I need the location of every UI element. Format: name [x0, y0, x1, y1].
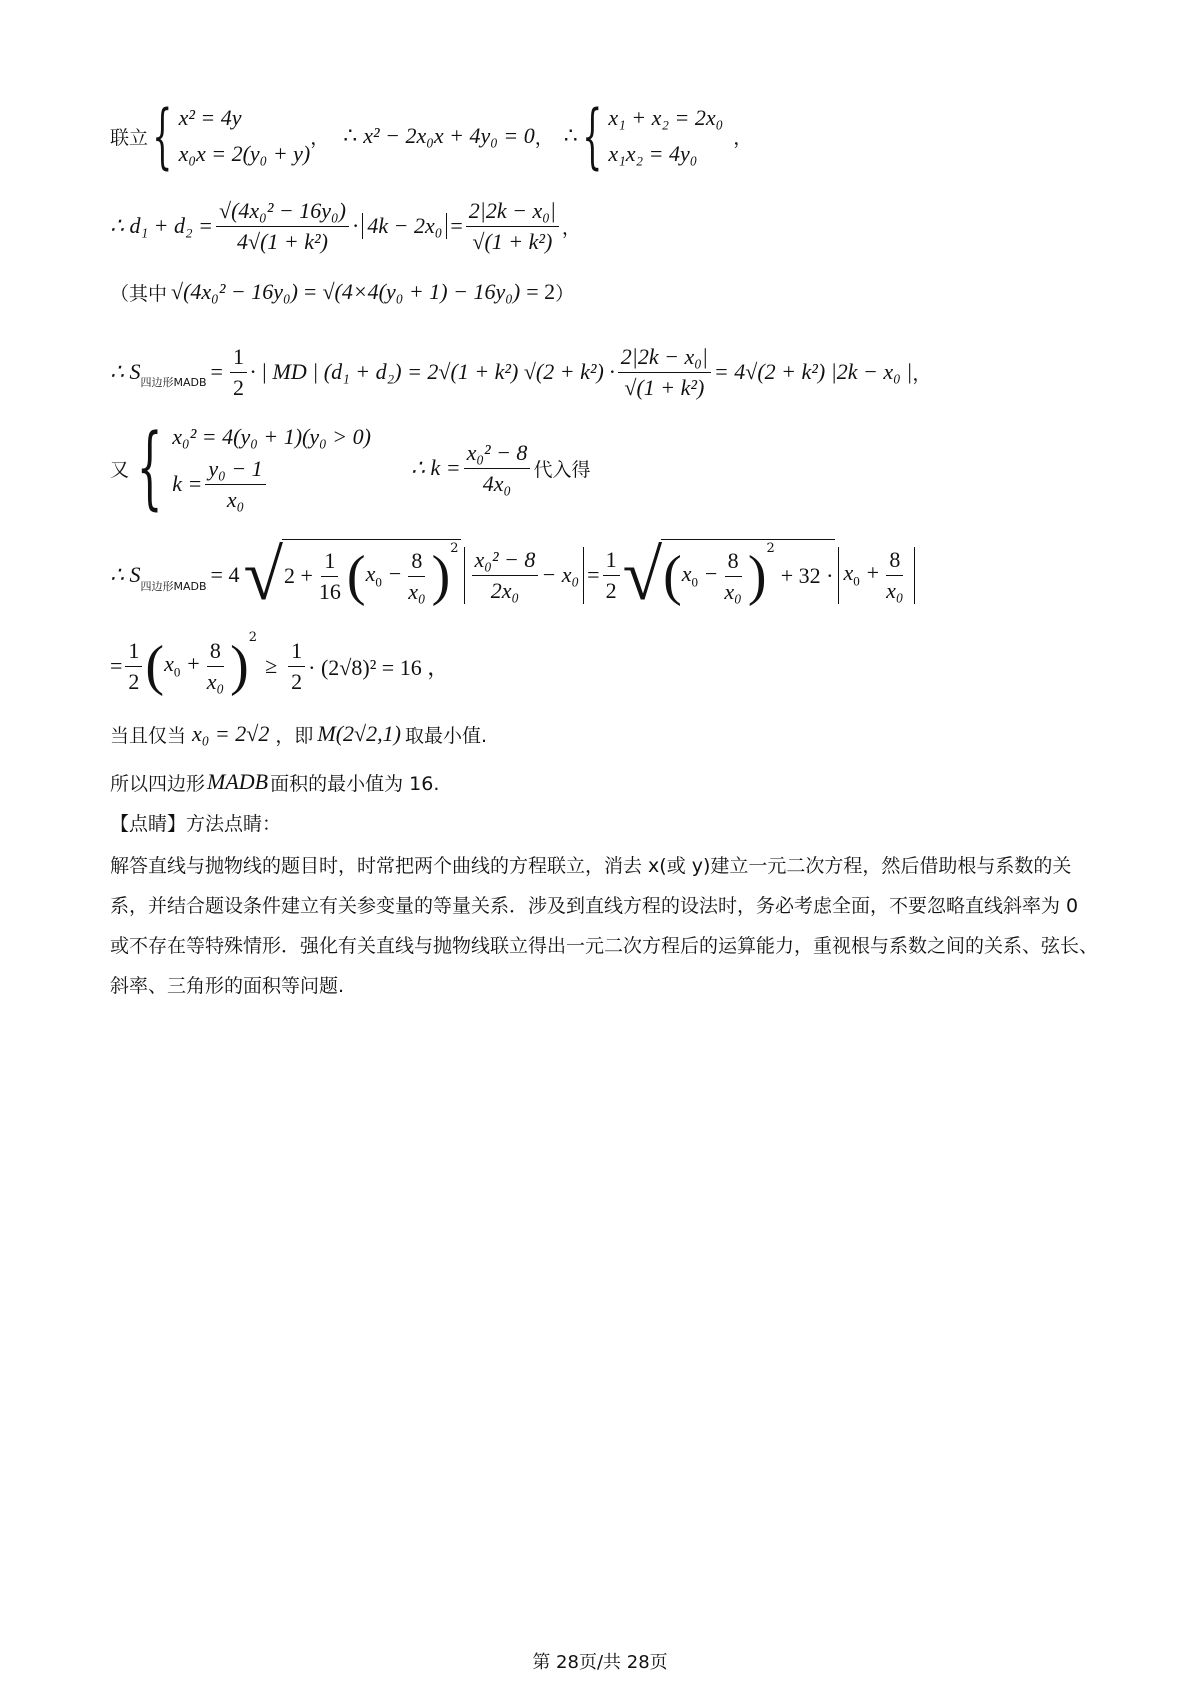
right-paren: ) — [431, 545, 451, 607]
equals-four: = 4 — [210, 562, 240, 587]
quadratic-equation: x² − 2x₀x + 4y₀ = 0 — [363, 123, 535, 148]
fraction-numerator: 8 — [725, 548, 742, 577]
x0-variable: $x_0$ − — [365, 561, 403, 590]
equation-line-6 — [110, 530, 918, 620]
fraction-numerator: 8 — [408, 548, 425, 577]
equation-line-3 — [110, 270, 574, 314]
area-subscript: 四边形MADB — [140, 376, 207, 389]
equation-line-1 — [110, 96, 752, 176]
right-paren: ) — [747, 545, 767, 607]
half-fraction — [125, 638, 142, 695]
comma: ， — [534, 126, 554, 149]
fraction-denominator: x₀ — [408, 578, 426, 604]
fraction-numerator: 1 — [230, 344, 247, 373]
left-brace: { — [136, 415, 163, 520]
half-fraction-2 — [288, 638, 305, 695]
fraction-denominator: 4x₀ — [482, 470, 512, 496]
fraction-numerator: 2|2k − x₀| — [618, 344, 711, 373]
fraction-3 — [618, 344, 711, 401]
fraction-denominator: 2 — [291, 668, 303, 694]
radicand-tail: + 32 · — [780, 563, 834, 588]
text-substitute: 代入得 — [533, 458, 591, 481]
equation-system-1 — [179, 105, 311, 167]
fraction-denominator: 2 — [232, 374, 244, 400]
radical-sign: √ — [243, 535, 283, 615]
parabola-condition: x₀² = 4(y₀ + 1)(y₀ > 0) — [172, 423, 371, 449]
x0-variable: $x_0$ + — [164, 651, 201, 680]
half-fraction — [603, 547, 620, 604]
quadrilateral-name: MADB — [207, 769, 269, 794]
equation-line-4 — [110, 332, 931, 412]
area-expression-part-1: · | MD | (d₁ + d₂) = 2√(1 + k²) √(2 + k²) · — [249, 359, 615, 384]
eight-over-x0 — [721, 548, 744, 605]
fraction-denominator: 16 — [318, 578, 341, 604]
left-brace: { — [582, 95, 603, 177]
left-paren: ( — [145, 635, 165, 697]
comma: ， — [310, 126, 330, 149]
text-line-9 — [110, 762, 439, 802]
absolute-value-2 — [838, 547, 914, 604]
radicand: 2 + $\frac{1}{16}$ ( $x_0$ − $\frac{8}{\text{x₀}}$ ) $^2$ — [282, 539, 461, 611]
paren-note-open: （其中 — [110, 282, 168, 305]
left-brace: { — [152, 95, 173, 177]
equation-line-2 — [110, 186, 581, 266]
fraction-denominator: 4√(1 + k²) — [237, 228, 328, 254]
fraction-numerator: 2|2k − x₀| — [466, 198, 559, 227]
therefore-symbol: ∴ — [563, 123, 578, 148]
tip-heading — [110, 802, 281, 842]
equals-sign: = — [304, 279, 317, 304]
area-symbol: ∴ S — [110, 359, 141, 384]
fraction-numerator: x₀² − 8 — [464, 440, 531, 469]
fraction-denominator: √(1 + k²) — [624, 374, 705, 400]
comma: ， — [733, 126, 753, 149]
fraction-1 — [216, 198, 349, 255]
fraction-denominator: x₀ — [886, 577, 904, 603]
area-symbol: ∴ S — [110, 562, 141, 587]
point-m: M(2√2,1) — [317, 721, 401, 746]
fraction-denominator: x₀ — [226, 486, 245, 512]
x0-variable: $x_0$ − — [681, 561, 719, 590]
text-area-minimum: 面积的最小值为 16. — [270, 772, 440, 795]
fraction-numerator: 8 — [207, 638, 224, 667]
equals-sign: = — [587, 562, 600, 587]
radicand-constant: 2 + — [283, 563, 313, 588]
sqrt-expression-a: √(4x₀² − 16y₀) — [171, 279, 299, 304]
equation-line-5 — [110, 415, 591, 520]
k-fraction — [464, 440, 531, 497]
paren-note-close: ） — [555, 282, 575, 305]
half-fraction — [230, 344, 247, 401]
text-when: 当且仅当 — [110, 724, 187, 747]
tip-heading-text: 【点睛】方法点睛： — [110, 812, 282, 835]
fraction-numerator: x₀² − 8 — [472, 547, 539, 576]
radicand: ( $x_0$ − $\frac{8}{\text{x₀}}$ ) $^2$ + 32 · — [661, 539, 835, 611]
fraction-denominator: 2x₀ — [490, 577, 520, 603]
fraction-numerator: 1 — [288, 638, 305, 667]
equals-sign: = — [110, 653, 123, 678]
left-paren: ( — [663, 545, 682, 607]
comma: ， — [561, 216, 581, 239]
x0-variable: $x_0$ + — [843, 560, 881, 589]
result-value: = 2 — [526, 279, 556, 304]
text-namely: ，即 — [275, 724, 314, 747]
greater-equal-sign: ≥ — [265, 653, 278, 678]
system-eq-1: x² = 4y — [178, 105, 242, 130]
eight-over-x0 — [405, 548, 428, 605]
eight-over-x0 — [204, 638, 227, 695]
fraction-numerator: 1 — [321, 548, 338, 577]
area-subscript: 四边形MADB — [140, 580, 207, 593]
text-quadrilateral: 所以四边形 — [110, 772, 206, 795]
tip-paragraph: 解答直线与抛物线的题目时，时常把两个曲线的方程联立，消去 x(或 y)建立一元二次方程，然后借助根与系数的关系，并结合题设条件建立有关参变量的等量关系．涉及到直线方程的设法时，务必考虑全面，不要忽略直线斜率为 0 或不存在等特殊情形．强化有关直线与抛物线联立得出一元二次方程后的运算能力，重视根与系数之间的关系、弦长、斜率、三角形的面积等问题. — [110, 855, 1099, 997]
therefore-symbol: ∴ — [343, 123, 358, 148]
abs-fraction — [472, 547, 539, 604]
sixteenth-fraction — [316, 548, 344, 605]
fraction-denominator: x₀ — [206, 668, 225, 694]
fraction-numerator: y₀ − 1 — [205, 456, 265, 485]
fraction-numerator: 1 — [125, 638, 142, 667]
right-paren: ) — [230, 635, 249, 697]
minimum-result: · (2√8)² = 16 ， — [308, 654, 450, 680]
absolute-value: 4k − 2x₀ — [362, 213, 447, 239]
fraction-numerator: √(4x₀² − 16y₀) — [216, 198, 349, 227]
big-sqrt-1 — [243, 535, 460, 615]
fraction-denominator: 2 — [128, 668, 140, 694]
slope-definition — [172, 456, 371, 513]
slope-lhs: k = — [172, 471, 203, 496]
equation-system-2 — [608, 105, 723, 167]
x0-value: x₀ = 2√2 — [192, 721, 270, 746]
vieta-sum: x₁ + x₂ = 2x₀ — [608, 105, 724, 130]
equation-line-7: = $\frac{1}{2}$ ( $x_0$ + $\frac{8}{\text{x₀}}$ ) $^2$ ≥ $\frac{1}{2}$ · (2√8)² = 16 ， — [110, 630, 450, 697]
page-number: 第 28页/共 28页 — [532, 1652, 668, 1673]
fraction-denominator: x₀ — [724, 578, 742, 604]
equation-system-3 — [172, 424, 371, 513]
fraction-numerator: 1 — [603, 547, 620, 576]
dot-operator: · — [352, 213, 360, 238]
fraction-numerator: 8 — [886, 547, 903, 576]
therefore-k: ∴ k = — [410, 455, 461, 480]
abs-tail: − x₀ — [541, 562, 580, 587]
area-expression-part-2: = 4√(2 + k²) |2k − x₀ | — [713, 359, 913, 384]
fraction-denominator: √(1 + k²) — [472, 228, 553, 254]
eight-over-x0 — [883, 547, 906, 604]
vieta-product: x₁x₂ = 4y₀ — [608, 141, 698, 166]
fraction-2 — [466, 198, 559, 255]
text-minimum: 取最小值. — [404, 724, 487, 747]
equals-sign: = — [210, 359, 223, 384]
text-line-8 — [110, 712, 487, 756]
sqrt-expression-b: √(4×4(y₀ + 1) − 16y₀) — [322, 279, 521, 304]
absolute-value — [464, 547, 585, 604]
text-lianli: 联立 — [110, 126, 149, 149]
slope-fraction — [205, 456, 265, 513]
text-you: 又 — [110, 458, 130, 481]
system-eq-2: x₀x = 2(y₀ + y) — [178, 141, 311, 166]
equals-sign: = — [450, 213, 463, 238]
big-sqrt-2 — [622, 535, 836, 615]
left-paren: ( — [346, 545, 366, 607]
radical-sign: √ — [622, 535, 663, 615]
d-sum-lhs: ∴ d₁ + d₂ = — [110, 213, 213, 238]
fraction-denominator: 2 — [605, 577, 617, 603]
comma: ， — [912, 362, 932, 385]
